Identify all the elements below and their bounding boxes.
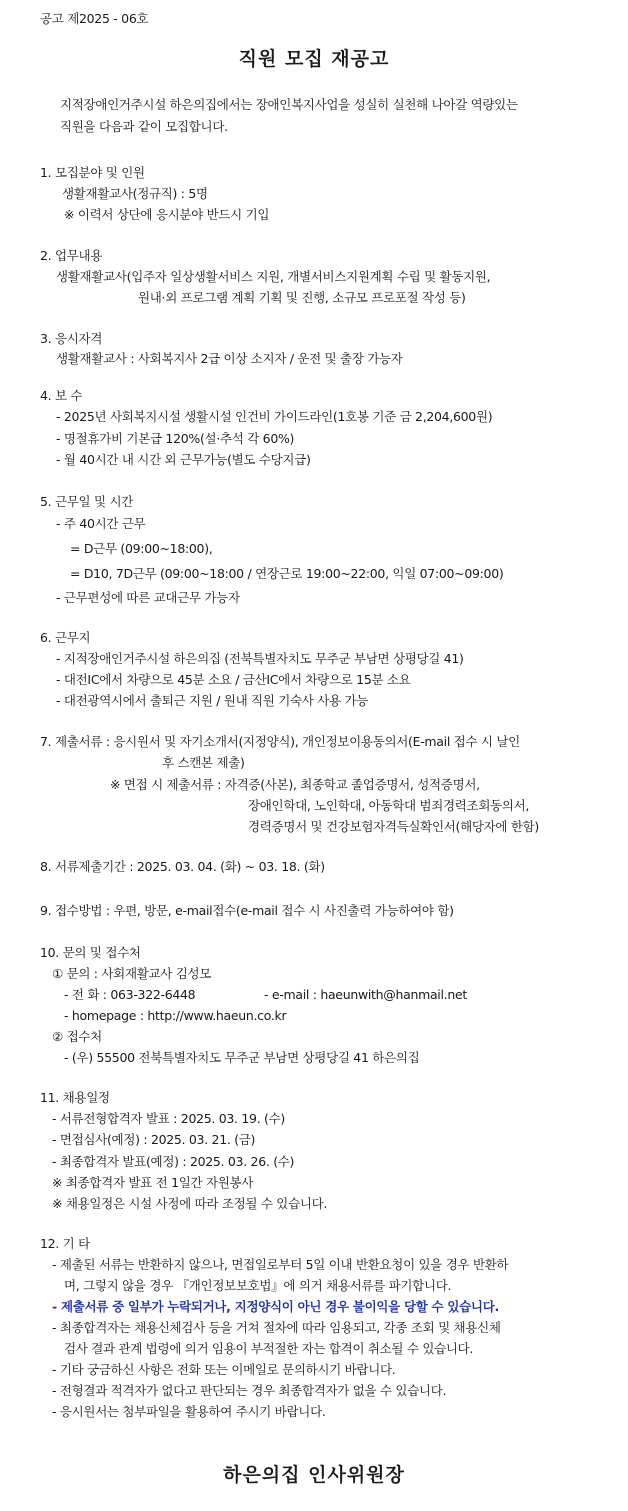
- phone-line: - 전 화 : 063-322-6448: [64, 987, 196, 1002]
- section-7-heading: 7. 제출서류 : 응시원서 및 자기소개서(지정양식), 개인정보이용동의서(E-mail 접수 시 날인: [40, 734, 520, 749]
- section-12-line: - 최종합격자는 채용신체검사 등을 거쳐 절차에 따라 임용되고, 각종 조회 및 채용신체: [52, 1320, 501, 1335]
- section-7-line: 경력증명서 및 건강보험자격득실확인서(해당자에 한함): [248, 819, 539, 834]
- section-1-line: 생활재활교사(정규직) : 5명: [62, 186, 208, 201]
- section-4-line: - 월 40시간 내 시간 외 근무가능(별도 수당지급): [56, 452, 311, 467]
- section-12-heading: 12. 기 타: [40, 1236, 90, 1251]
- section-2-line: 원내·외 프로그램 계획 기획 및 진행, 소규모 프로포절 작성 등): [138, 290, 466, 305]
- section-11-line: - 면접심사(예정) : 2025. 03. 21. (금): [52, 1132, 256, 1147]
- section-6-line: - 지적장애인거주시설 하은의집 (전북특별자치도 무주군 부남면 상평당길 41): [56, 651, 464, 666]
- email-line: - e-mail : haeunwith@hanmail.net: [264, 987, 467, 1002]
- section-12-line: 며, 그렇지 않을 경우 『개인정보보호법』에 의거 채용서류를 파기합니다.: [64, 1278, 452, 1293]
- section-10-line: ① 문의 : 사회재활교사 김성모: [52, 966, 212, 981]
- section-12-line: - 제출된 서류는 반환하지 않으나, 면접일로부터 5일 이내 반환요청이 있을 경우 반환하: [52, 1257, 509, 1272]
- section-10-line: ② 접수처: [52, 1029, 102, 1044]
- section-5-line: = D근무 (09:00~18:00),: [70, 541, 213, 556]
- section-7-line: 장애인학대, 노인학대, 아동학대 범죄경력조회동의서,: [248, 798, 530, 813]
- section-11-line: - 서류전형합격자 발표 : 2025. 03. 19. (수): [52, 1111, 285, 1126]
- section-5-line: - 근무편성에 따른 교대근무 가능자: [56, 590, 240, 605]
- section-7-line: 후 스캔본 제출): [162, 755, 245, 770]
- homepage-line: - homepage : http://www.haeun.co.kr: [64, 1008, 287, 1023]
- intro-line-2: 직원을 다음과 같이 모집합니다.: [60, 119, 228, 134]
- section-11-heading: 11. 채용일정: [40, 1090, 110, 1105]
- section-12-line: - 전형결과 적격자가 없다고 판단되는 경우 최종합격자가 없을 수 있습니다.: [52, 1383, 447, 1398]
- section-5-line: = D10, 7D근무 (09:00~18:00 / 연장근로 19:00~22:00, 익일 07:00~09:00): [70, 566, 504, 581]
- section-4-line: - 명절휴가비 기본급 120%(설·추석 각 60%): [56, 431, 295, 446]
- section-4-line: - 2025년 사회복지시설 생활시설 인건비 가이드라인(1호봉 기준 금 2,204,600원): [56, 409, 493, 424]
- section-3-heading: 3. 응시자격: [40, 331, 103, 346]
- address-line: - (우) 55500 전북특별자치도 무주군 부남면 상평당길 41 하은의집: [64, 1050, 420, 1065]
- section-2-heading: 2. 업무내용: [40, 248, 103, 263]
- section-1-note: ※ 이력서 상단에 응시분야 반드시 기입: [64, 207, 270, 222]
- section-1-heading: 1. 모집분야 및 인원: [40, 165, 145, 180]
- section-4-heading: 4. 보 수: [40, 388, 83, 403]
- section-8-heading: 8. 서류제출기간 : 2025. 03. 04. (화) ~ 03. 18. (화): [40, 859, 325, 874]
- emphasis-warning: - 제출서류 중 일부가 누락되거나, 지정양식이 아닌 경우 불이익을 당할 수 있습니다.: [52, 1299, 499, 1314]
- section-11-line: - 최종합격자 발표(예정) : 2025. 03. 26. (수): [52, 1154, 295, 1169]
- section-12-line: 검사 결과 관계 법령에 의거 임용이 부적절한 자는 합격이 취소될 수 있습니다.: [64, 1341, 474, 1356]
- signature: 하은의집 인사위원장: [223, 1464, 405, 1486]
- section-2-line: 생활재활교사(입주자 일상생활서비스 지원, 개별서비스지원계획 수립 및 활동지원,: [56, 269, 491, 284]
- section-11-note: ※ 채용일정은 시설 사정에 따라 조정될 수 있습니다.: [52, 1196, 328, 1211]
- section-12-line: - 응시원서는 첨부파일을 활용하여 주시기 바랍니다.: [52, 1404, 326, 1419]
- notice-number: 공고 제2025 - 06호: [40, 11, 149, 26]
- section-7-note: ※ 면접 시 제출서류 : 자격증(사본), 최종학교 졸업증명서, 성적증명서,: [110, 777, 480, 792]
- section-10-heading: 10. 문의 및 접수처: [40, 945, 141, 960]
- section-3-line: 생활재활교사 : 사회복지사 2급 이상 소지자 / 운전 및 출장 가능자: [56, 351, 403, 366]
- section-12-line: - 기타 궁금하신 사항은 전화 또는 이메일로 문의하시기 바랍니다.: [52, 1362, 396, 1377]
- section-6-line: - 대전광역시에서 출퇴근 지원 / 원내 직원 기숙사 사용 가능: [56, 693, 369, 708]
- section-11-note: ※ 최종합격자 발표 전 1일간 자원봉사: [52, 1175, 254, 1190]
- intro-line-1: 지적장애인거주시설 하은의집에서는 장애인복지사업을 성실히 실천해 나아갈 역량있는: [60, 97, 518, 112]
- section-5-heading: 5. 근무일 및 시간: [40, 494, 133, 509]
- page-title: 직원 모집 재공고: [238, 48, 390, 70]
- section-6-heading: 6. 근무지: [40, 630, 91, 645]
- section-6-line: - 대전IC에서 차량으로 45분 소요 / 금산IC에서 차량으로 15분 소요: [56, 672, 411, 687]
- section-5-line: - 주 40시간 근무: [56, 516, 146, 531]
- section-9-heading: 9. 접수방법 : 우편, 방문, e-mail접수(e-mail 접수 시 사진출력 가능하여야 함): [40, 903, 454, 918]
